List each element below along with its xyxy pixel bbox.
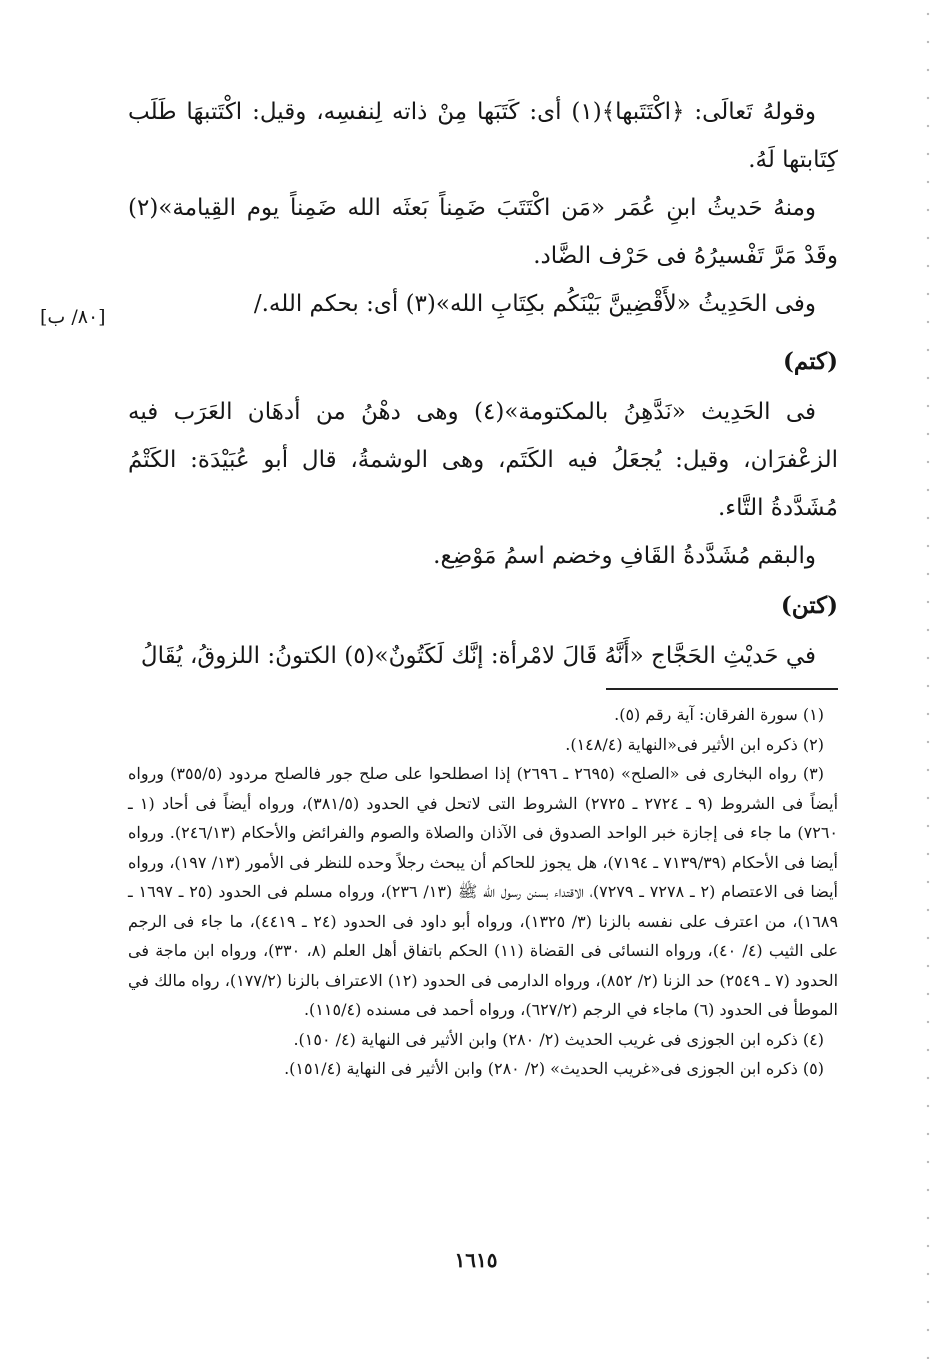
paragraph-baqam: والبقم مُشَدَّدةُ القَافِ وخضم اسمُ مَوْضِع. — [433, 543, 816, 569]
footnote-5: (٥) ذكره ابن الجوزى فى«غريب الحديث» (٢/ ٢٨٠) وابن الأثير فى النهاية (١٥١/٤). — [284, 1059, 824, 1078]
footnotes — [128, 700, 838, 1084]
footnote-2: (٢) ذكره ابن الأثير فى«النهاية (١٤٨/٤). — [565, 734, 824, 754]
main-text — [128, 88, 838, 680]
footnote-3: (٣) رواه البخارى فى «الصلح» (٢٦٩٥ ـ ٢٦٩٦) إذا اصطلحوا على صلح جور فالصلح مردود (٣٥٥/٥) ورواه أيضاً فى الشروط (٩ ـ ٢٧٢٤ ـ ٢٧٢٥) الشروط التى لاتحل في الحدود (٣٨١/٥)، ورواه أيضاً فى أحاد (١ ـ ٧٢٦٠) ما جاء فى إجازة خبر الواحد الصدوق فى الآذان والصلاة والصوم والفرائض والأحكام (٢٤٦/١٣). ورواه أيضا فى الأحكام (٧١٣٩/٣٩ ـ ٧١٩٤)، هل يجوز للحاكم أن يبحث رجلاً وحده للنظر فى الأمور (١٣/ ١٩٧)، ورواه أيضا فى الاعتصام (٢ ـ ٧٢٧٨ ـ ٧٢٧٩)، الاقتداء بسنن رسول الله ﷺ (١٣/ ٢٣٦)، ورواه مسلم فى الحدود (٢٥ ـ ١٦٩٧ ـ ١٦٨٩)، من اعترف على نفسه بالزنا (٣/ ١٣٢٥)، ورواه أبو داود فى الحدود (٢٤ ـ ٤٤١٩)، ما جاء فى الرجم على الثيب (٤/ ٤٠)، ورواه النسائى فى القضاة (١١) الحكم باتفاق أهل العلم (٨، ٣٣٠)، ورواه ابن ماجة فى الحدود (٧ ـ ٢٥٤٩) حد الزنا (٢/ ٨٥٢)، ورواه الدارمى فى الحدود (١٢) الاعتراف بالزنا (١٧٧/٢)، رواه مالك في الموطأ فى الحدود (٦) ماجاء في الرجم (٦٢٧/٢)، ورواه أحمد فى مسنده (١١٥/٤). — [128, 764, 839, 1019]
footnote-separator — [606, 688, 838, 690]
paragraph-ibn-umar-hadith: ومنهُ حَديثُ ابنِ عُمَر «مَن اكْتَتَبَ ضَمِناً بَعثَه الله ضَمِناً يوم القِيامة»(٢) وقَدْ مَرَّ تَفْسيرُهُ فى حَرْف الضَّاد. — [128, 195, 838, 269]
page-edge-dots — [922, 0, 934, 1359]
page-number: ١٦١٥ — [454, 1248, 498, 1272]
footnote-1: (١) سورة الفرقان: آية رقم (٥). — [614, 705, 824, 724]
footnote-4: (٤) ذكره ابن الجوزى فى غريب الحديث (٢/ ٢٨٠) وابن الأثير فى النهاية (٤/ ١٥٠). — [293, 1029, 824, 1049]
paragraph-iktataba: وقولهُ تَعالَى: ﴿اكْتَتَبها﴾(١) أى: كَتَبَها مِنْ ذاته لِنفسِه، وقيل: اكْتَتبهَا طَلَب كِتَابتها لَهُ. — [128, 99, 838, 173]
section-heading-katm: (كتم) — [783, 348, 838, 375]
paragraph-hajjaj-hadith: في حَديْثِ الحَجَّاج «أَنَّهُ قَالَ لامْرأة: إنَّك لَكَتُونٌ»(٥) الكتونُ: اللزوقُ، يُقَالُ — [140, 643, 816, 669]
paragraph-kitab-allah-hadith: وفى الحَدِيثُ «لأَقْضِينَّ بَيْنَكُم بكِتَابِ الله»(٣) أى: بحكم الله./ — [253, 291, 816, 317]
section-heading-katn: (كتن) — [780, 592, 838, 619]
paragraph-maktuma-hadith: فى الحَدِيث «نَدَّهِنُ بالمكتومة»(٤) وهى دهْنُ من أدهَان العَرَب فيه الزعْفرَان، وقيل: يُجعَلُ فيه الكَتَم، وهى الوشمةُ، قال أبو عُبَيْدَة: الكَتْمُ مُشَدَّدةُ التَّاء. — [128, 399, 838, 521]
manuscript-folio-ref: [٨٠/ ب] — [40, 306, 106, 328]
